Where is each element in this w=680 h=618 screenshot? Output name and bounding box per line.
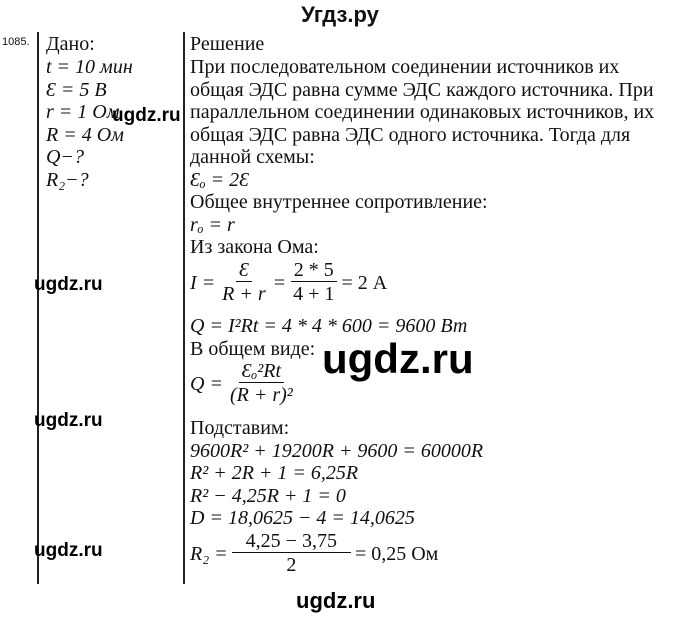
watermark: ugdz.ru — [34, 274, 103, 295]
given-item: R₂−? — [46, 169, 89, 191]
watermark: ugdz.ru — [112, 105, 181, 126]
numerator: 4,25 − 3,75 — [232, 530, 351, 553]
table-divider-middle — [183, 32, 185, 584]
watermark: ugdz.ru — [34, 410, 103, 431]
text-line: параллельном соединении одинаковых источников, их — [190, 101, 655, 123]
denominator: R + r — [222, 283, 266, 305]
general-formula — [190, 360, 300, 407]
formula-line: 9600R² + 19200R + 9600 = 60000R — [190, 440, 484, 462]
given-item: Ɛ = 5 В — [46, 79, 107, 101]
fraction — [290, 259, 337, 306]
formula-line: R² − 4,25R + 1 = 0 — [190, 485, 346, 507]
footer-watermark: ugdz.ru — [296, 588, 376, 613]
table-divider-left — [37, 32, 39, 584]
text-line: данной схемы: — [190, 146, 315, 168]
ohm-law-formula — [190, 259, 387, 306]
site-header: Угдз.ру — [301, 2, 379, 27]
formula-line: Q = I²Rt = 4 * 4 * 600 = 9600 Вт — [190, 315, 468, 337]
formula-line: Ɛₒ = 2Ɛ — [190, 169, 250, 191]
denominator: 4 + 1 — [293, 283, 335, 305]
formula-part: = 2 А — [341, 271, 388, 294]
text-line: общая ЭДС равна ЭДС одного источника. Тогда для — [190, 124, 631, 146]
text-line: Подставим: — [190, 417, 290, 439]
given-item: r = 1 Ом — [46, 101, 120, 123]
denominator: (R + r)² — [229, 384, 293, 406]
formula-line: D = 18,0625 − 4 = 14,0625 — [190, 507, 415, 529]
fraction — [232, 530, 351, 577]
solution-heading: Решение — [190, 33, 265, 55]
numerator: 2 * 5 — [291, 259, 337, 282]
given-item: t = 10 мин — [46, 56, 133, 78]
watermark: ugdz.ru — [34, 540, 103, 561]
fraction — [227, 360, 296, 407]
formula-line: rₒ = r — [190, 214, 235, 236]
text-line: Общее внутреннее сопротивление: — [190, 191, 488, 213]
fraction — [219, 259, 269, 306]
given-item: R = 4 Ом — [46, 124, 124, 146]
denominator: 2 — [286, 554, 297, 576]
numerator: Ɛₒ²Rt — [239, 360, 284, 383]
watermark: ugdz.ru — [322, 335, 474, 382]
root-formula — [190, 530, 438, 577]
formula-part: = — [272, 271, 287, 294]
text-line: При последовательном соединении источников их — [190, 56, 620, 78]
text-line: В общем виде: — [190, 338, 316, 360]
problem-number: 1085. — [2, 36, 30, 48]
given-label: Дано: — [46, 33, 95, 55]
numerator: Ɛ — [236, 259, 252, 282]
formula-line: R² + 2R + 1 = 6,25R — [190, 462, 359, 484]
text-line: Из закона Ома: — [190, 236, 319, 258]
given-item: Q−? — [46, 146, 84, 168]
formula-part: = 0,25 Ом — [354, 542, 439, 565]
formula-part: R₂ = — [190, 542, 228, 565]
formula-part: I = — [190, 271, 216, 294]
text-line: общая ЭДС равна сумме ЭДС каждого источника. При — [190, 79, 654, 101]
formula-part: Q = — [190, 372, 223, 395]
